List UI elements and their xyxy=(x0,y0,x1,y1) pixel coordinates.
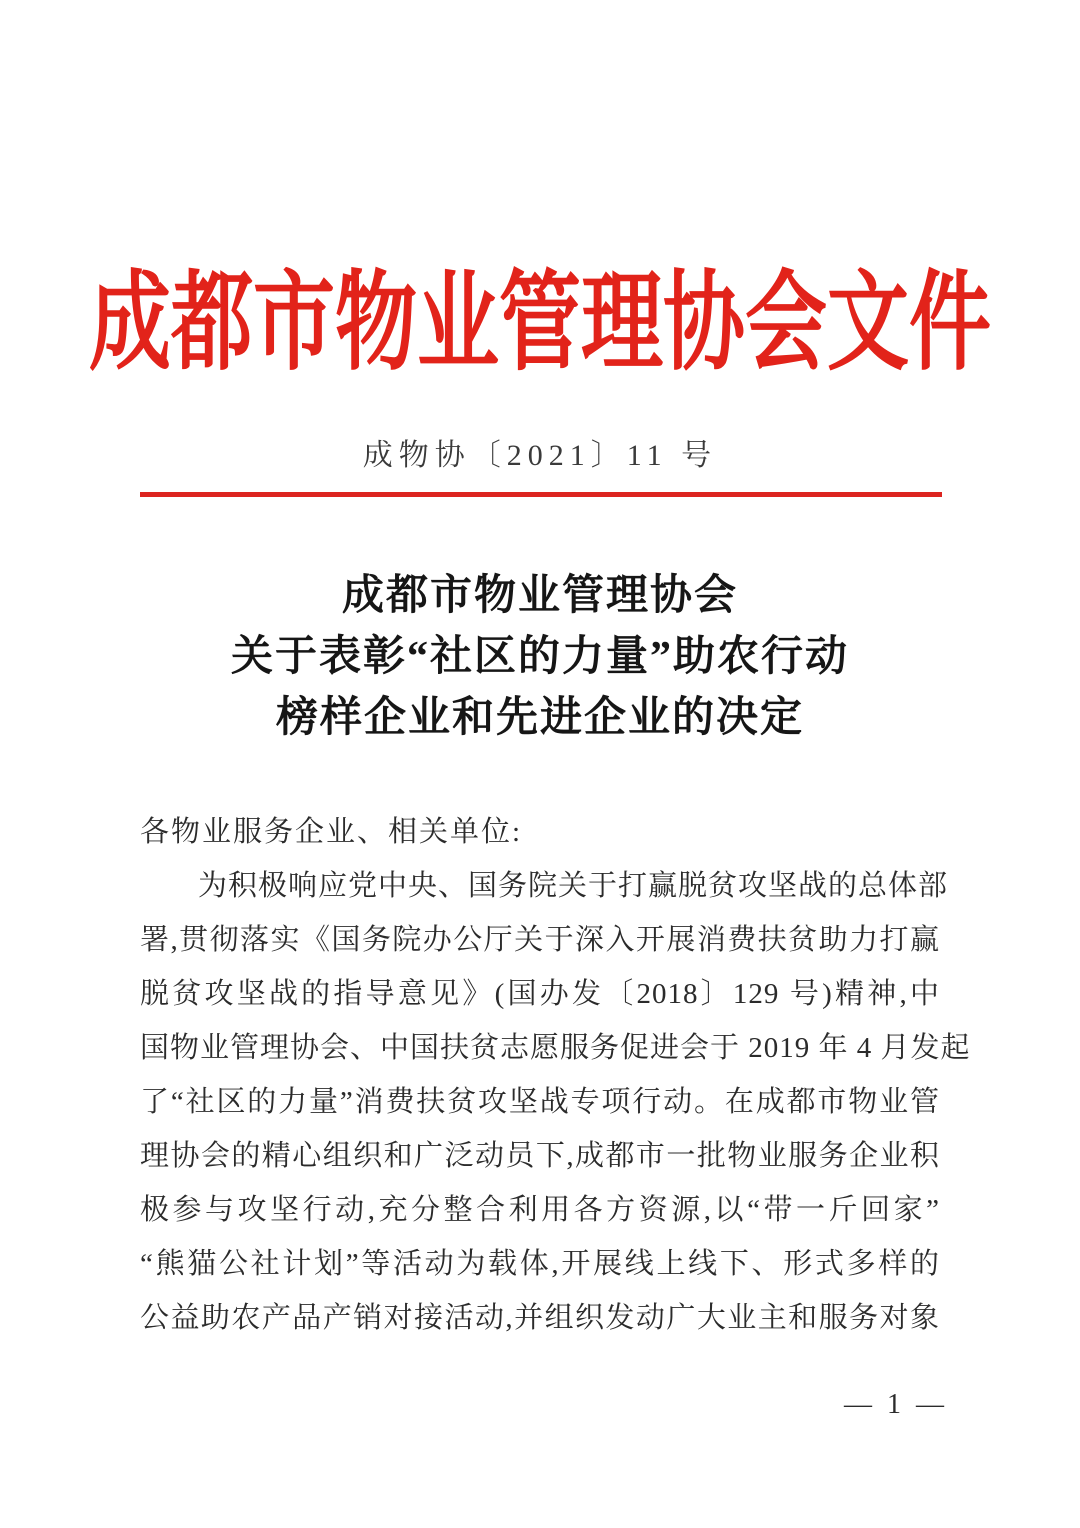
page-number: — 1 — xyxy=(844,1389,948,1420)
body-text-line: 国物业管理协会、中国扶贫志愿服务促进会于 2019 年 4 月发起 xyxy=(140,1032,971,1064)
red-divider-rule xyxy=(140,492,942,497)
body-text-line: “熊猫公社计划”等活动为载体,开展线上线下、形式多样的 xyxy=(140,1248,940,1280)
body-text-line: 署,贯彻落实《国务院办公厅关于深入开展消费扶贫助力打赢 xyxy=(140,924,940,956)
body-text-line: 了“社区的力量”消费扶贫攻坚战专项行动。在成都市物业管 xyxy=(140,1086,940,1118)
decision-title-line-1: 成都市物业管理协会 xyxy=(341,573,738,619)
body-text-line: 为积极响应党中央、国务院关于打赢脱贫攻坚战的总体部 xyxy=(198,870,949,902)
document-reference-number: 成物协〔2021〕11 号 xyxy=(362,439,718,472)
decision-title xyxy=(0,566,1080,749)
decision-title-line-3: 榜样企业和先进企业的决定 xyxy=(275,695,804,741)
body-text-line: 脱贫攻坚战的指导意见》(国办发〔2018〕129 号)精神,中 xyxy=(140,978,940,1010)
salutation-line: 各物业服务企业、相关单位: xyxy=(140,816,523,848)
body-text-line: 理协会的精心组织和广泛动员下,成都市一批物业服务企业积 xyxy=(140,1140,940,1172)
letterhead-org-title: 成都市物业管理协会文件 xyxy=(88,263,991,384)
body-text xyxy=(140,805,971,1345)
decision-title-line-2: 关于表彰“社区的力量”助农行动 xyxy=(230,634,849,680)
body-text-line: 公益助农产品产销对接活动,并组织发动广大业主和服务对象 xyxy=(140,1302,940,1334)
body-text-line: 极参与攻坚行动,充分整合利用各方资源,以“带一斤回家” xyxy=(140,1194,940,1226)
